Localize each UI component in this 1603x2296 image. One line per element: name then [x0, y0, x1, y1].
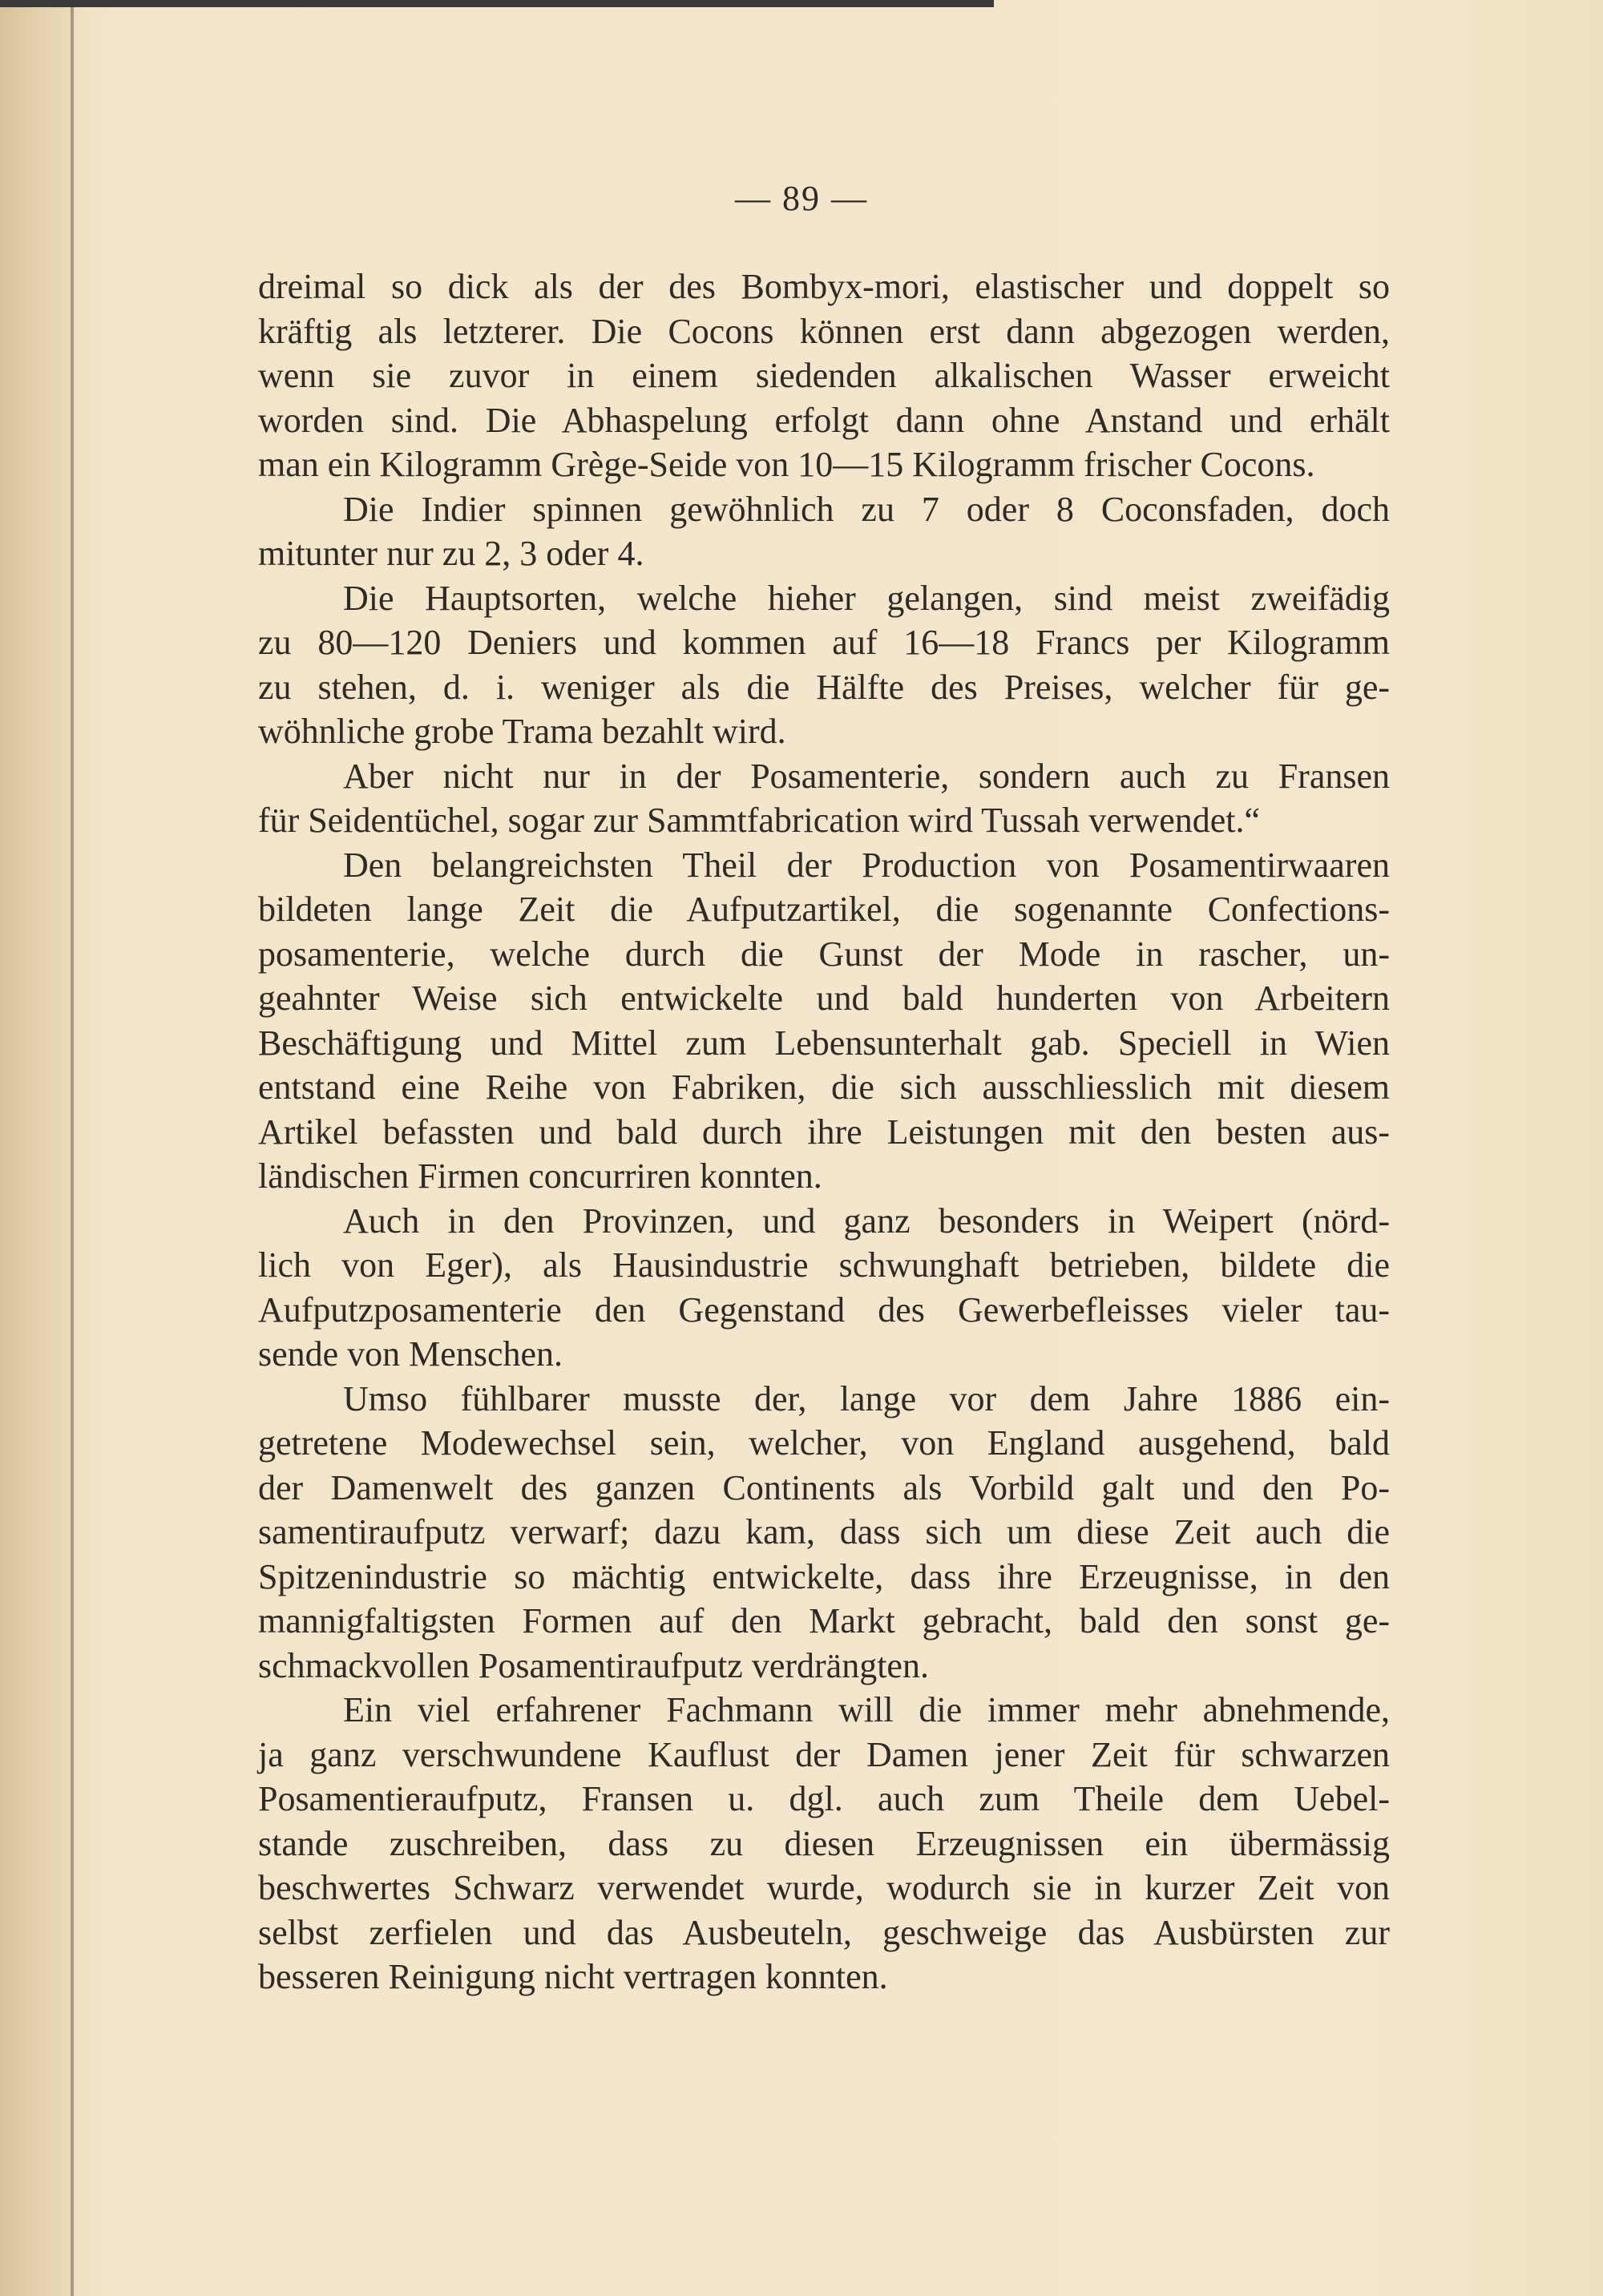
text-line — [258, 1733, 1390, 1777]
text-line — [258, 1822, 1390, 1866]
scan-edge-bar — [0, 0, 994, 7]
text-line — [258, 1288, 1390, 1333]
text-line-content: lich von Eger), als Hausindustrie schwunghaft betrieben, bildete die — [258, 1245, 1390, 1285]
text-line-content: Umso fühlbarer musste der, lange vor dem Jahre 1886 ein- — [343, 1378, 1390, 1418]
text-line — [258, 932, 1390, 977]
page-number: — 89 — — [735, 179, 868, 218]
text-line-content: Aber nicht nur in der Posamenterie, sondern auch zu Fransen — [343, 756, 1390, 796]
text-line — [258, 1644, 1390, 1689]
text-line — [258, 1110, 1390, 1155]
text-line — [258, 843, 1390, 888]
text-line — [258, 531, 1390, 576]
text-line-content: selbst zerfielen und das Ausbeuteln, geschweige das Ausbürsten zur — [258, 1912, 1390, 1952]
text-line — [258, 264, 1390, 309]
text-line — [258, 1955, 1390, 1999]
text-line-content: man ein Kilogramm Grège-Seide von 10—15 Kilogramm frischer Cocons. — [258, 445, 1315, 484]
text-line — [258, 709, 1390, 754]
body-text — [258, 264, 1390, 1999]
text-line-content: für Seidentüchel, sogar zur Sammtfabrication wird Tussah verwendet.“ — [258, 801, 1261, 840]
text-line — [258, 1866, 1390, 1911]
text-line — [258, 1599, 1390, 1644]
text-line — [258, 1555, 1390, 1600]
text-line-content: wenn sie zuvor in einem siedenden alkalischen Wasser erweicht — [258, 356, 1390, 395]
text-line — [258, 976, 1390, 1021]
text-line-content: Spitzenindustrie so mächtig entwickelte, dass ihre Erzeugnisse, in den — [258, 1556, 1390, 1596]
text-line — [258, 1243, 1390, 1288]
text-line-content: dreimal so dick als der des Bombyx-mori, elastischer und doppelt so — [258, 267, 1390, 306]
text-line-content: schmackvollen Posamentiraufputz verdrängten. — [258, 1645, 929, 1685]
book-spine — [0, 0, 72, 2296]
text-line — [258, 1466, 1390, 1511]
text-line-content: zu stehen, d. i. weniger als die Hälfte des Preises, welcher für ge- — [258, 667, 1390, 707]
text-line — [258, 442, 1390, 487]
text-line — [258, 1199, 1390, 1244]
text-line-content: kräftig als letzterer. Die Cocons können erst dann abgezogen werden, — [258, 311, 1390, 351]
text-line — [258, 1332, 1390, 1377]
text-line — [258, 620, 1390, 665]
text-line-content: Die Hauptsorten, welche hieher gelangen, sind meist zweifädig — [343, 578, 1390, 618]
text-line-content: mannigfaltigsten Formen auf den Markt gebracht, bald den sonst ge- — [258, 1601, 1390, 1640]
text-line-content: sende von Menschen. — [258, 1334, 563, 1374]
text-line — [258, 798, 1390, 843]
text-line-content: posamenterie, welche durch die Gunst der Mode in rascher, un- — [258, 934, 1390, 974]
text-line-content: Die Indier spinnen gewöhnlich zu 7 oder 8 Coconsfaden, doch — [343, 489, 1390, 529]
text-line-content: ländischen Firmen concurriren konnten. — [258, 1156, 822, 1196]
text-line-content: Den belangreichsten Theil der Production von Posamentirwaaren — [343, 845, 1390, 885]
text-line-content: Posamentieraufputz, Fransen u. dgl. auch zum Theile dem Uebel- — [258, 1779, 1390, 1818]
text-line — [258, 487, 1390, 532]
text-line-content: ja ganz verschwundene Kauflust der Damen jener Zeit für schwarzen — [258, 1734, 1390, 1774]
text-line-content: samentiraufputz verwarf; dazu kam, dass sich um diese Zeit auch die — [258, 1512, 1390, 1552]
text-line — [258, 1021, 1390, 1066]
text-line-content: besseren Reinigung nicht vertragen konnten. — [258, 1957, 888, 1996]
text-line — [258, 353, 1390, 398]
text-line — [258, 1911, 1390, 1955]
text-line — [258, 1688, 1390, 1733]
text-line — [258, 309, 1390, 354]
text-line — [258, 1377, 1390, 1422]
text-line — [258, 1777, 1390, 1822]
text-line-content: getretene Modewechsel sein, welcher, von England ausgehend, bald — [258, 1423, 1390, 1463]
binding-edge — [71, 0, 74, 2296]
text-line — [258, 887, 1390, 932]
text-line — [258, 1154, 1390, 1199]
text-line — [258, 1510, 1390, 1555]
text-line-content: worden sind. Die Abhaspelung erfolgt dann ohne Anstand und erhält — [258, 400, 1390, 440]
text-line-content: der Damenwelt des ganzen Continents als Vorbild galt und den Po- — [258, 1467, 1390, 1507]
text-line — [258, 1065, 1390, 1110]
text-line — [258, 576, 1390, 621]
text-line-content: beschwertes Schwarz verwendet wurde, wodurch sie in kurzer Zeit von — [258, 1868, 1390, 1907]
text-line — [258, 665, 1390, 710]
text-line-content: Auch in den Provinzen, und ganz besonders in Weipert (nörd- — [343, 1200, 1390, 1241]
text-line-content: Aufputzposamenterie den Gegenstand des Gewerbefleisses vieler tau- — [258, 1289, 1390, 1330]
text-line — [258, 398, 1390, 443]
text-line — [258, 754, 1390, 799]
text-line-content: wöhnliche grobe Trama bezahlt wird. — [258, 712, 786, 751]
text-line-content: stande zuschreiben, dass zu diesen Erzeugnissen ein übermässig — [258, 1823, 1390, 1863]
text-line — [258, 1421, 1390, 1466]
text-line-content: geahnter Weise sich entwickelte und bald hunderten von Arbeitern — [258, 979, 1390, 1018]
text-line-content: Artikel befassten und bald durch ihre Leistungen mit den besten aus- — [258, 1112, 1390, 1152]
text-line-content: mitunter nur zu 2, 3 oder 4. — [258, 534, 644, 573]
text-line-content: Ein viel erfahrener Fachmann will die immer mehr abnehmende, — [343, 1690, 1390, 1729]
text-line-content: Beschäftigung und Mittel zum Lebensunterhalt gab. Speciell in Wien — [258, 1023, 1390, 1063]
text-line-content: bildeten lange Zeit die Aufputzartikel, die sogenannte Confections- — [258, 890, 1390, 929]
text-line-content: entstand eine Reihe von Fabriken, die sich ausschliesslich mit diesem — [258, 1067, 1390, 1107]
text-line-content: zu 80—120 Deniers und kommen auf 16—18 Francs per Kilogramm — [258, 623, 1390, 662]
